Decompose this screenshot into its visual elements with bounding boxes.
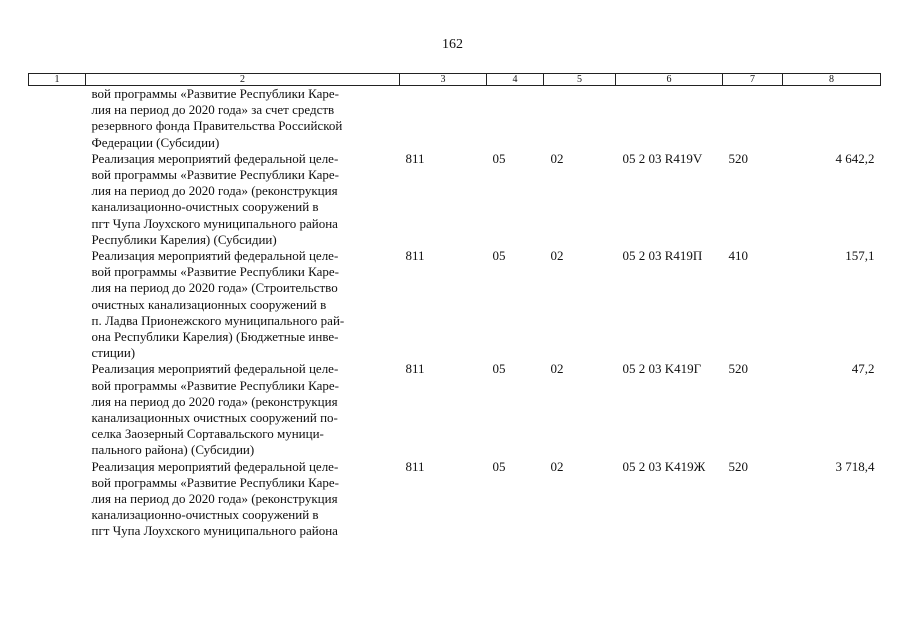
- article-code-cell: 05 2 03 R419П: [622, 248, 703, 264]
- description-line: вой программы «Развитие Республики Каре-: [91, 167, 339, 183]
- description-line: резервного фонда Правительства Российской: [91, 118, 343, 134]
- column-number: 3: [400, 74, 487, 86]
- section-code-cell: 05: [492, 361, 506, 377]
- article-code-cell: 05 2 03 R419V: [622, 150, 703, 166]
- description-line: она Республики Карелия) (Бюджетные инве-: [91, 329, 339, 345]
- description-line: Реализация мероприятий федеральной целе-: [91, 361, 339, 377]
- subsection-code-cell: [544, 86, 616, 151]
- subsection-code-cell: 02: [550, 248, 564, 264]
- ministry-code-cell: 811: [405, 361, 425, 377]
- description-line: Реализация мероприятий федеральной целе-: [91, 248, 339, 264]
- row-number-cell: [29, 151, 86, 248]
- column-number: 1: [29, 74, 86, 86]
- table-row: [29, 86, 881, 151]
- amount-cell: 3 718,4: [835, 458, 875, 474]
- description-line: Федерации (Субсидии): [91, 134, 220, 150]
- description-line: пального района) (Субсидии): [91, 442, 255, 458]
- subsection-code-cell: 02: [550, 150, 564, 166]
- description-cell: [86, 459, 400, 540]
- description-line: канализационно-очистных сооружений в: [91, 199, 319, 215]
- budget-table: [28, 73, 881, 540]
- description-line: стиции): [91, 345, 136, 361]
- row-number-cell: [29, 361, 86, 458]
- ministry-code-cell: [400, 86, 487, 151]
- description-line: вой программы «Развитие Республики Каре-: [91, 264, 339, 280]
- expense-type-cell: 520: [728, 361, 748, 377]
- column-number: 6: [616, 74, 723, 86]
- table-row: [29, 361, 881, 458]
- article-code-cell: 05 2 03 K419Г: [622, 361, 702, 377]
- expense-type-cell: 520: [728, 458, 748, 474]
- description-line: лия на период до 2020 года» (реконструкция: [91, 183, 338, 199]
- description-cell: [86, 86, 400, 151]
- description-cell: [86, 248, 400, 361]
- ministry-code-cell: 811: [405, 458, 425, 474]
- description-line: вой программы «Развитие Республики Каре-: [91, 86, 339, 101]
- section-code-cell: [487, 86, 544, 151]
- description-line: селка Заозерный Сортавальского муници-: [91, 426, 324, 442]
- description-line: лия на период до 2020 года» (Строительство: [91, 280, 338, 296]
- article-code-cell: 05 2 03 K419Ж: [622, 458, 706, 474]
- description-line: лия на период до 2020 года» за счет средств: [91, 102, 335, 118]
- row-number-cell: [29, 86, 86, 151]
- row-number-cell: [29, 459, 86, 540]
- column-number: 7: [723, 74, 783, 86]
- description-line: вой программы «Развитие Республики Каре-: [91, 474, 339, 490]
- amount-cell: [783, 86, 881, 151]
- description-line: Реализация мероприятий федеральной целе-: [91, 150, 339, 166]
- description-cell: [86, 151, 400, 248]
- amount-cell: 47,2: [851, 361, 875, 377]
- column-number-header: [29, 74, 881, 86]
- description-line: Республики Карелия) (Субсидии): [91, 231, 277, 247]
- amount-cell: 4 642,2: [835, 150, 875, 166]
- description-line: Реализация мероприятий федеральной целе-: [91, 458, 339, 474]
- description-line: пгт Чупа Лоухского муниципального района: [91, 523, 338, 539]
- section-code-cell: 05: [492, 458, 506, 474]
- description-line: п. Ладва Прионежского муниципального рай-: [91, 312, 345, 328]
- article-code-cell: [616, 86, 723, 151]
- table-row: [29, 248, 881, 361]
- description-line: канализационно-очистных сооружений в: [91, 507, 319, 523]
- expense-type-cell: 410: [728, 248, 748, 264]
- column-number: 2: [86, 74, 400, 86]
- description-cell: [86, 361, 400, 458]
- amount-cell: 157,1: [845, 248, 875, 264]
- subsection-code-cell: 02: [550, 458, 564, 474]
- description-line: очистных канализационных сооружений в: [91, 296, 327, 312]
- ministry-code-cell: 811: [405, 150, 425, 166]
- description-line: канализационных очистных сооружений по-: [91, 410, 338, 426]
- description-line: лия на период до 2020 года» (реконструкция: [91, 393, 338, 409]
- table-row: [29, 459, 881, 540]
- column-number: 4: [487, 74, 544, 86]
- expense-type-cell: [723, 86, 783, 151]
- subsection-code-cell: 02: [550, 361, 564, 377]
- ministry-code-cell: 811: [405, 248, 425, 264]
- column-number: 5: [544, 74, 616, 86]
- description-line: вой программы «Развитие Республики Каре-: [91, 377, 339, 393]
- section-code-cell: 05: [492, 248, 506, 264]
- table-row: [29, 151, 881, 248]
- description-line: лия на период до 2020 года» (реконструкция: [91, 491, 338, 507]
- column-number: 8: [783, 74, 881, 86]
- page-number: 162: [442, 37, 463, 52]
- expense-type-cell: 520: [728, 150, 748, 166]
- description-line: пгт Чупа Лоухского муниципального района: [91, 215, 338, 231]
- section-code-cell: 05: [492, 150, 506, 166]
- row-number-cell: [29, 248, 86, 361]
